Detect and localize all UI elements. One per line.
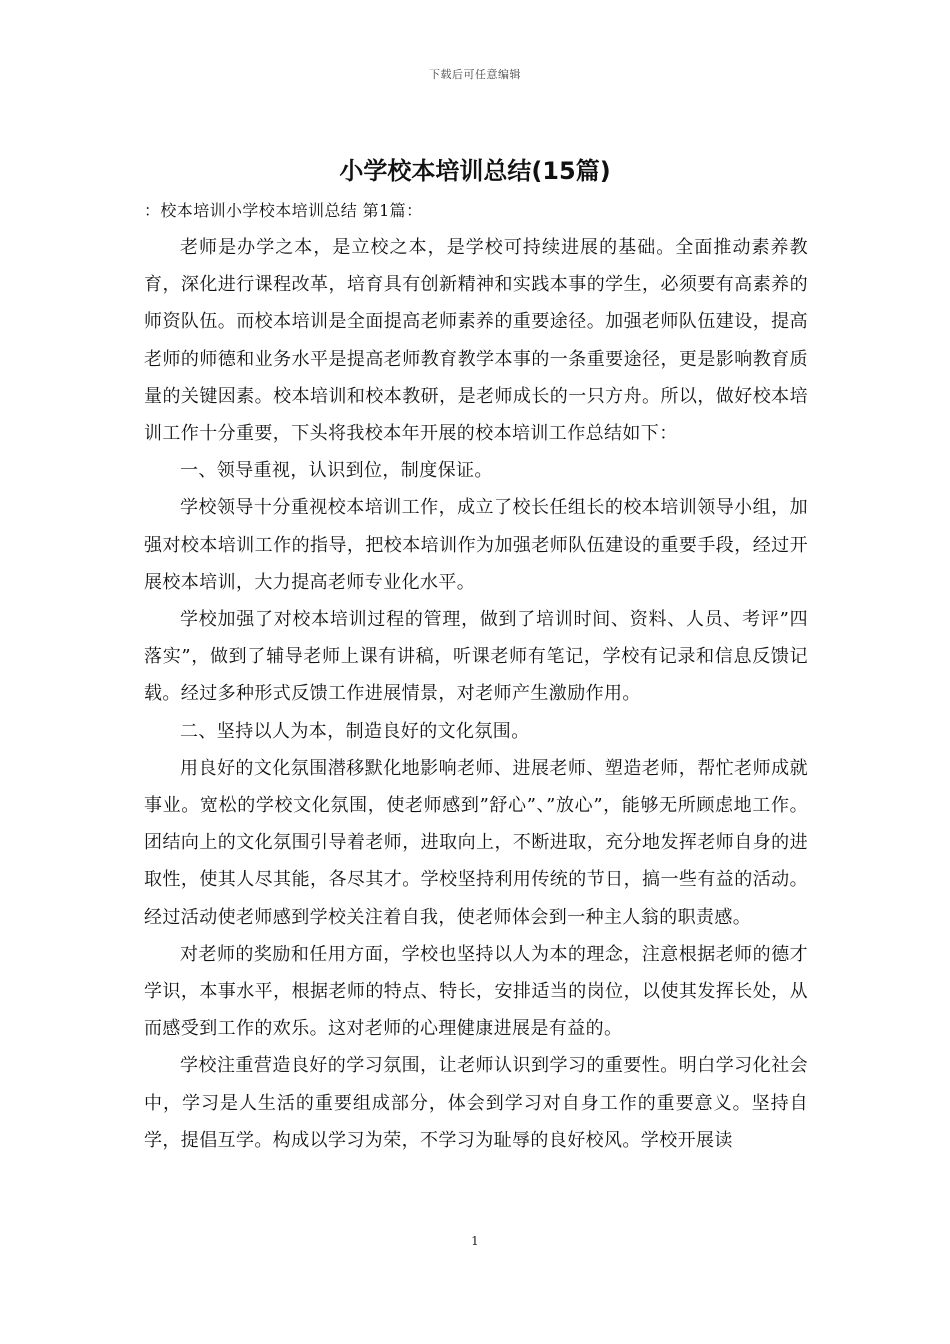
paragraph: 学校领导十分重视校本培训工作，成立了校长任组长的校本培训领导小组，加强对校本培训工作的指导，把校本培训作为加强老师队伍建设的重要手段，经过开展校本培训，大力提高老师专业化水平。 xyxy=(144,497,808,593)
header-note: 下载后可任意编辑 xyxy=(429,68,521,81)
document-body xyxy=(144,194,808,1159)
section-heading-2: 二、坚持以人为本，制造良好的文化氛围。 xyxy=(180,720,530,742)
paragraph: 用良好的文化氛围潜移默化地影响老师、进展老师、塑造老师，帮忙老师成就事业。宽松的学校文化氛围，使老师感到”舒心”、”放心”，能够无所顾虑地工作。团结向上的文化氛围引导着老师，进取向上，不断进取，充分地发挥老师自身的进取性，使其人尽其能，各尽其才。学校坚持利用传统的节日，搞一些有益的活动。经过活动使老师感到学校关注着自我，使老师体会到一种主人翁的职责感。 xyxy=(144,757,808,928)
section-heading-1: 一、领导重视，认识到位，制度保证。 xyxy=(180,460,493,482)
page-number: 1 xyxy=(471,1234,479,1248)
paragraph: 学校加强了对校本培训过程的管理，做到了培训时间、资料、人员、考评”四落实”，做到了辅导老师上课有讲稿，听课老师有笔记，学校有记录和信息反馈记载。经过多种形式反馈工作进展情景，对老师产生激励作用。 xyxy=(144,609,808,705)
paragraph-intro: 老师是办学之本，是立校之本，是学校可持续进展的基础。全面推动素养教育，深化进行课程改革，培育具有创新精神和实践本事的学生，必须要有高素养的师资队伍。而校本培训是全面提高老师素养的重要途径。加强老师队伍建设，提高老师的师德和业务水平是提高老师教育教学本事的一条重要途径，更是影响教育质量的关键因素。校本培训和校本教研，是老师成长的一只方舟。所以，做好校本培训工作十分重要，下头将我校本年开展的校本培训工作总结如下： xyxy=(144,237,808,445)
paragraph: 学校注重营造良好的学习氛围，让老师认识到学习的重要性。明白学习化社会中，学习是人生活的重要组成部分，体会到学习对自身工作的重要意义。坚持自学，提倡互学。构成以学习为荣，不学习为耻辱的良好校风。学校开展读 xyxy=(144,1055,808,1151)
paragraph: 对老师的奖励和任用方面，学校也坚持以人为本的理念，注意根据老师的德才学识，本事水平，根据老师的特点、特长，安排适当的岗位，以使其发挥长处，从而感受到工作的欢乐。这对老师的心理健康进展是有益的。 xyxy=(144,943,808,1040)
section-subtitle: ：校本培训小学校本培训总结 第1篇： xyxy=(144,201,423,220)
document-title: 小学校本培训总结(15篇) xyxy=(339,157,611,185)
